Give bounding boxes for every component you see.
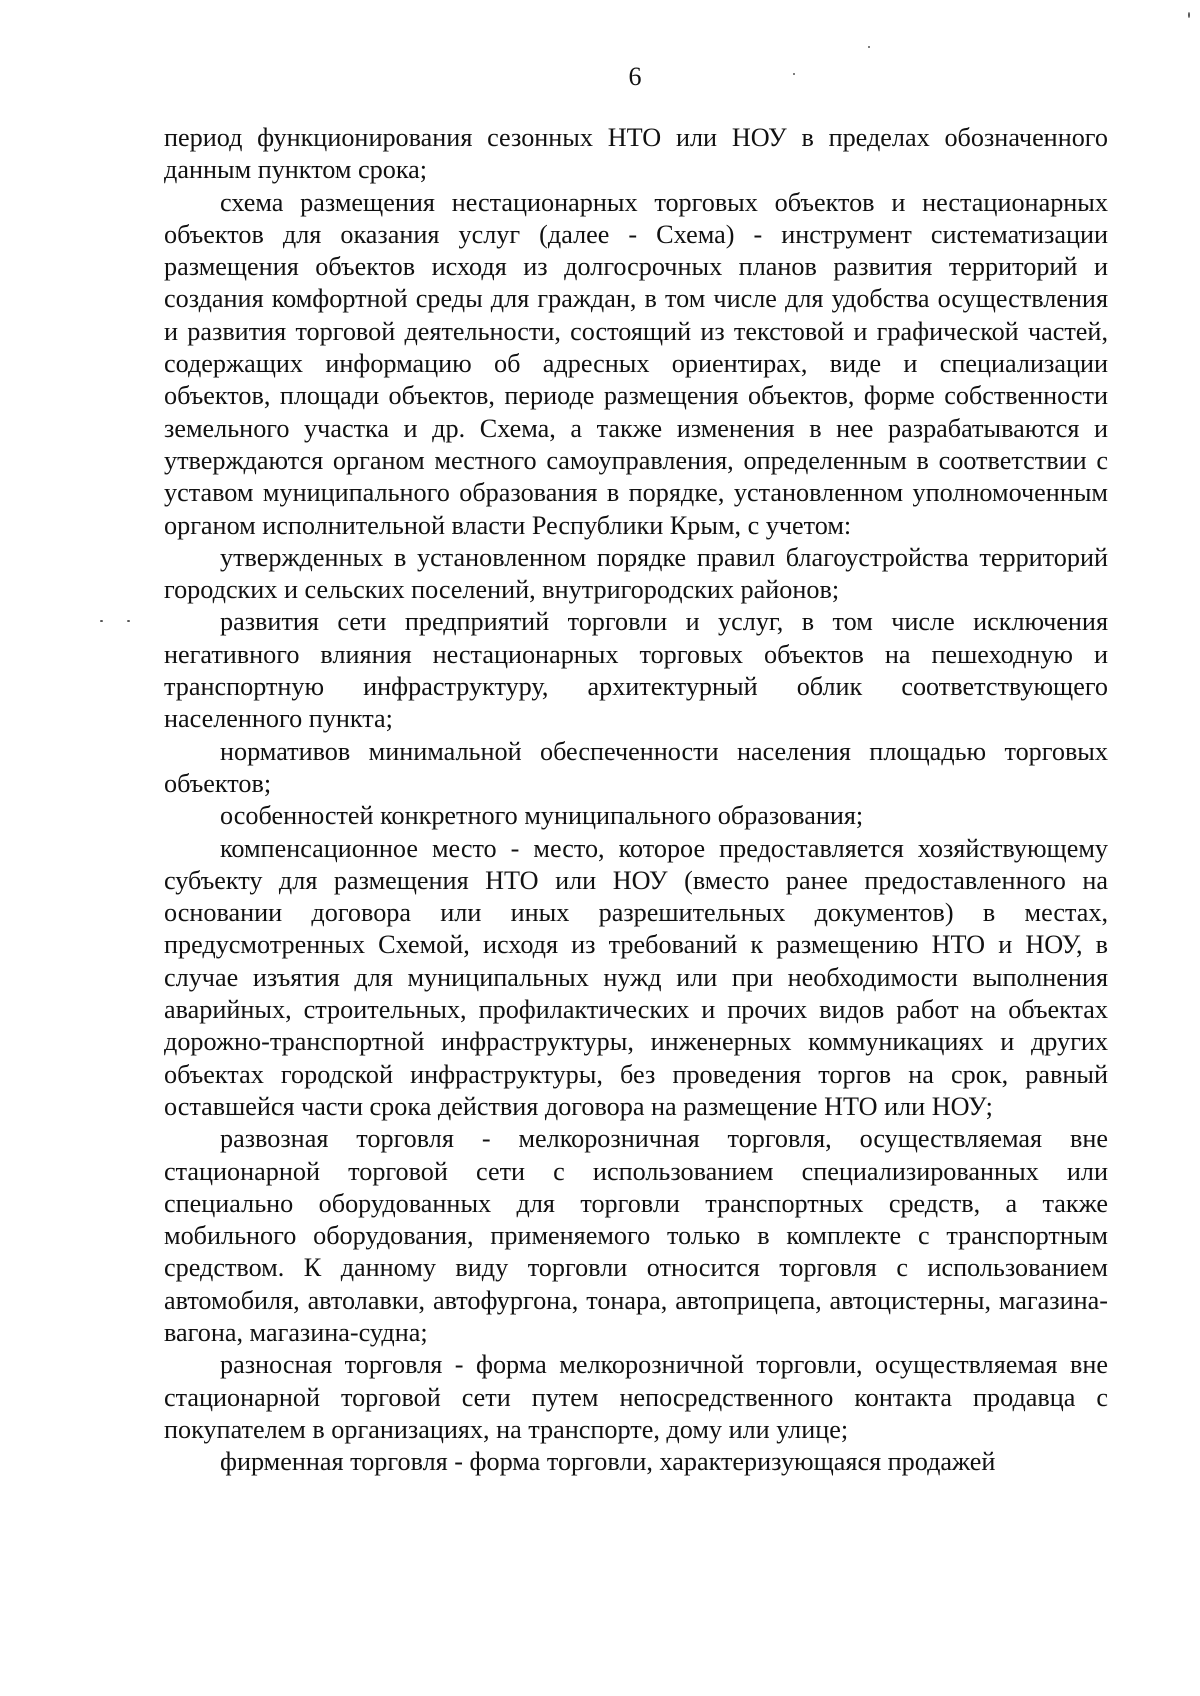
paragraph: развития сети предприятий торговли и услуг, в том числе исключения негативного влияния нестационарных торговых объектов на пешеходную и транспортную инфраструктуру, архитектурный облик соответствующего населенного пункта; — [164, 607, 1108, 734]
paragraph: разносная торговля - форма мелкорозничной торговли, осуществляемая вне стационарной торговой сети путем непосредственного контакта продавца с покупателем в организациях, на транспорте, дому или улице; — [164, 1350, 1108, 1444]
scan-speck — [868, 46, 870, 48]
scan-speck — [127, 620, 130, 622]
paragraph: утвержденных в установленном порядке правил благоустройства территорий городских и сельских поселений, внутригородских районов; — [164, 542, 1108, 605]
paragraph: период функционирования сезонных НТО или НОУ в пределах обозначенного данным пунктом срока; — [164, 123, 1108, 185]
paragraph: схема размещения нестационарных торговых объектов и нестационарных объектов для оказания услуг (далее - Схема) - инструмент систематизации размещения объектов исходя из долгосрочных планов развития территорий и создания комфортной среды для граждан, в том числе для удобства осуществления и развития торговой деятельности, состоящий из текстовой и графической частей, содержащих информацию об адресных ориентирах, виде и специализации объектов, площади объектов, периоде размещения объектов, форме собственности земельного участка и др. Схема, а также изменения в нее разрабатываются и утверждаются органом местного самоуправления, определенным в соответствии с уставом муниципального образования в порядке, установленном уполномоченным органом исполнительной власти Республики Крым, с учетом: — [164, 187, 1108, 540]
paragraph: нормативов минимальной обеспеченности населения площадью торговых объектов; — [164, 736, 1108, 798]
scan-speck — [1188, 12, 1190, 18]
paragraph: компенсационное место - место, которое предоставляется хозяйствующему субъекту для размещения НТО или НОУ (вместо ранее предоставленного на основании договора или иных разрешительных документов) в местах, предусмотренных Схемой, исходя из требований к размещению НТО и НОУ, в случае изъятия для муниципальных нужд или при необходимости выполнения аварийных, строительных, профилактических и прочих видов работ на объектах дорожно-транспортной инфраструктуры, инженерных коммуникациях и других объектах городской инфраструктуры, без проведения торгов на срок, равный оставшейся части срока действия договора на размещение НТО или НОУ; — [164, 833, 1108, 1121]
paragraph: особенностей конкретного муниципального образования; — [220, 801, 864, 831]
paragraph: развозная торговля - мелкорозничная торговля, осуществляемая вне стационарной торговой сети с использованием специализированных или специально оборудованных для торговли транспортных средств, а также мобильного оборудования, применяемого только в комплекте с транспортным средством. К данному виду торговли относится торговля с использованием автомобиля, автолавки, автофургона, тонара, автоприцепа, автоцистерны, магазина-вагона, магазина-судна; — [164, 1124, 1108, 1347]
scan-speck — [793, 73, 795, 75]
paragraph: фирменная торговля - форма торговли, характеризующаяся продажей — [220, 1447, 996, 1477]
body-text — [164, 122, 1108, 1478]
page-number: 6 — [628, 62, 642, 91]
scan-speck — [100, 620, 103, 622]
